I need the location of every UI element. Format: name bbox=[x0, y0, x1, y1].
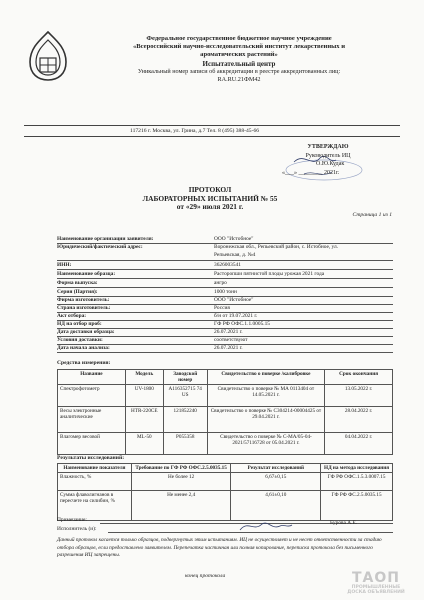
info-underline bbox=[57, 304, 393, 305]
table-cell: Не менее 2,4 bbox=[131, 491, 231, 521]
protocol-heading: ПРОТОКОЛ bbox=[188, 185, 232, 194]
info-underline bbox=[57, 278, 393, 279]
table-cell: 28.04.2022 г. bbox=[325, 407, 393, 433]
info-label: Дата доставки образца: bbox=[57, 329, 115, 335]
info-underline bbox=[57, 312, 393, 313]
executor-label: Исполнитель (и): bbox=[57, 526, 97, 532]
info-underline bbox=[57, 320, 393, 321]
divider bbox=[24, 125, 400, 126]
page-number: Страница 1 из 1 bbox=[352, 212, 392, 218]
info-underline bbox=[57, 269, 393, 270]
column-header: Модель bbox=[125, 370, 163, 385]
header-line: Испытательный центр bbox=[202, 59, 276, 68]
info-value: Репьевская, д. №4 bbox=[214, 252, 256, 258]
table-cell: Свидетельство о поверке № С304214-00004425 от 29.04.2021 г. bbox=[207, 407, 325, 433]
header-line: ароматических растений» bbox=[200, 51, 278, 59]
table-cell: A116352715 74 US bbox=[163, 385, 207, 407]
info-underline bbox=[57, 344, 393, 345]
info-value: Расторопши пятнистой плоды урожая 2021 года bbox=[214, 271, 325, 277]
info-underline bbox=[57, 243, 393, 244]
table-header-row bbox=[58, 464, 393, 473]
table-row bbox=[58, 385, 393, 407]
divider bbox=[24, 136, 400, 137]
column-header: Заводской номер bbox=[163, 370, 207, 385]
column-header: Результат исследований bbox=[231, 464, 321, 473]
table-cell: UV-1800 bbox=[125, 385, 163, 407]
info-label: Юридический/фактический адрес: bbox=[57, 244, 143, 250]
instruments-table bbox=[57, 369, 393, 455]
table-cell: 6,67±0,15 bbox=[231, 473, 321, 491]
info-underline bbox=[57, 352, 393, 353]
table-cell: HTR-220CE bbox=[125, 407, 163, 433]
note-label: Примечание: bbox=[57, 517, 87, 523]
info-value: Россия bbox=[214, 305, 230, 311]
info-value: соответствуют bbox=[214, 337, 248, 343]
info-label: ИНН: bbox=[57, 262, 72, 268]
info-underline bbox=[57, 287, 393, 288]
table-cell: Влажность, % bbox=[58, 473, 132, 491]
end-of-protocol: конец протокола bbox=[185, 573, 226, 579]
column-header: Наименование показателя bbox=[58, 464, 132, 473]
approval-title: УТВЕРЖДАЮ bbox=[307, 144, 349, 150]
column-header: Срок окончания bbox=[325, 370, 393, 385]
table-cell: ГФ РФ ФС.2.5.0035.15 bbox=[321, 491, 393, 521]
header-line: Федеральное государственное бюджетное научное учреждение bbox=[146, 35, 332, 42]
watermark-text: ДОСКА ОБЪЯВЛЕНИЙ bbox=[347, 590, 405, 595]
info-underline bbox=[57, 328, 393, 329]
info-underline bbox=[57, 260, 393, 261]
table-cell: Сумма флаволигнанов в пересчете на силибин, % bbox=[58, 491, 132, 521]
table-cell: ML-50 bbox=[125, 433, 163, 455]
column-header: Требование по ГФ РФ ОФС.2.5.0035.15 bbox=[131, 464, 231, 473]
info-value: ГФ РФ ОФС.1.1.0005.15 bbox=[214, 321, 271, 327]
info-value: Воронежская обл., Репьевский район, с. Истобное, ул. bbox=[214, 244, 339, 250]
table-cell: 04.04.2022 г. bbox=[325, 433, 393, 455]
accreditation-number: RA.RU.21ФМ42 bbox=[217, 76, 261, 84]
info-value: ООО "Истобное" bbox=[214, 297, 254, 303]
table-row bbox=[58, 473, 393, 491]
info-label: Фирма изготовитель: bbox=[57, 297, 110, 303]
approval-signer: О.Ю.Кудак bbox=[316, 161, 345, 168]
info-label: Наименование образца: bbox=[57, 271, 116, 277]
footer-disclaimer: Данный протокол касается только образцов, подвергнутых этим испытаниям. ИЦ не осуществляет и не несет ответственности за стадию отбора образцов, если предоставлено заявителем. Перепечатка частичная или полная копирование, переписка протокола без письменного разрешения ИЦ запрещены. bbox=[57, 537, 382, 559]
watermark-text: ТАОП bbox=[351, 570, 400, 586]
table-cell: Свидетельство о поверке № МА 0113404 от 14.05.2021 г. bbox=[207, 385, 325, 407]
protocol-date: от «29» июля 2021 г. bbox=[176, 202, 244, 212]
info-label: НД на отбор проб: bbox=[57, 321, 102, 327]
executor-name: Бурова А.Е. bbox=[330, 520, 358, 526]
results-section-title: Результаты исследований: bbox=[57, 455, 125, 461]
protocol-title bbox=[60, 186, 360, 212]
institution-address: 117216 г. Москва, ул. Грина, д.7 Тел. 8 (495) 388-45-66 bbox=[130, 128, 260, 134]
institute-logo-icon bbox=[26, 30, 70, 82]
info-value: ангро bbox=[214, 280, 227, 286]
watermark-text: ПРОМЫШЛЕННЫЕ bbox=[351, 585, 401, 590]
table-header-row bbox=[58, 370, 393, 385]
header-line: «Всероссийский научно-исследовательский институт лекарственных и bbox=[132, 43, 346, 51]
column-header: НД на метода исследования bbox=[321, 464, 393, 473]
info-value: ООО "Истобное" bbox=[214, 236, 254, 242]
table-cell: Влагомер весовой bbox=[58, 433, 126, 455]
info-label: Акт отбора: bbox=[57, 313, 87, 319]
instruments-section-title: Средства измерения: bbox=[57, 360, 111, 366]
approval-block bbox=[268, 143, 388, 177]
info-label: Дата начала анализа: bbox=[57, 345, 110, 351]
header-line: Уникальный номер записи об аккредитации в реестре аккредитованных лиц: bbox=[137, 67, 341, 75]
info-value: 1000 тонн bbox=[214, 289, 237, 295]
table-cell: Спектрофотометр bbox=[58, 385, 126, 407]
info-label: Форма выпуска: bbox=[57, 280, 98, 286]
table-cell: 121852240 bbox=[163, 407, 207, 433]
info-label: Серия (Партия): bbox=[57, 289, 98, 295]
institution-header bbox=[84, 35, 394, 84]
table-row bbox=[58, 407, 393, 433]
table-row bbox=[58, 433, 393, 455]
protocol-subheading: ЛАБОРАТОРНЫХ ИСПЫТАНИЙ № 55 bbox=[142, 193, 278, 203]
approval-role: Руководитель ИЦ bbox=[305, 152, 351, 159]
info-value: 26.07.2021 г. bbox=[214, 329, 243, 335]
results-table bbox=[57, 463, 393, 521]
column-header: Свидетельство о поверке /калибровке bbox=[207, 370, 325, 385]
info-label: Наименование организации заявителя: bbox=[57, 236, 154, 242]
info-value: б/н от 19.07.2021 г. bbox=[214, 313, 258, 319]
executor-signature bbox=[236, 518, 296, 534]
column-header: Название bbox=[58, 370, 126, 385]
table-cell: Не более 12 bbox=[131, 473, 231, 491]
table-cell: P055358 bbox=[163, 433, 207, 455]
table-cell: 4,61±0,10 bbox=[231, 491, 321, 521]
table-cell: Свидетельство о поверке № С-МА/05-04-2021/57116728 от 05.04.2021 г. bbox=[207, 433, 325, 455]
watermark-logo bbox=[336, 571, 416, 595]
info-underline bbox=[57, 296, 393, 297]
table-cell: Весы электронные аналитические bbox=[58, 407, 126, 433]
info-label: Страна изготовитель: bbox=[57, 305, 111, 311]
approval-date: «___» ________ 2021г. bbox=[282, 169, 340, 176]
table-cell: 13.05.2022 г. bbox=[325, 385, 393, 407]
info-label: Условия доставки: bbox=[57, 337, 103, 343]
info-value: 26.07.2021 г. bbox=[214, 345, 243, 351]
table-row bbox=[58, 491, 393, 521]
info-underline bbox=[57, 336, 393, 337]
table-cell: ГФ РФ ОФС.1.5.3.0007.15 bbox=[321, 473, 393, 491]
info-value: 3626003541 bbox=[214, 262, 241, 268]
